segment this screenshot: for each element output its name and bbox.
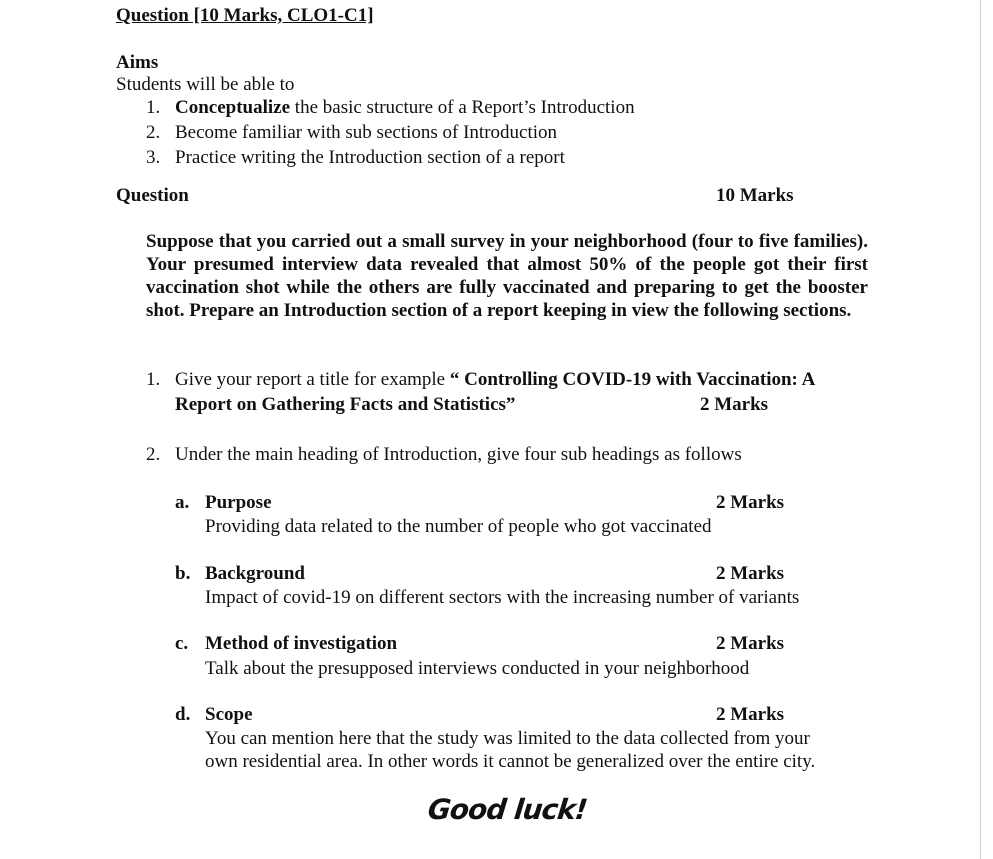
aim-item-text: the basic structure of a Report’s Introduction: [290, 97, 635, 118]
aims-heading: Aims: [116, 52, 159, 73]
aim-item-2: Become familiar with sub sections of Introduction: [175, 122, 558, 143]
task-1-example-title-cont: Report on Gathering Facts and Statistics”: [175, 394, 516, 415]
subsection-letter: b.: [175, 563, 191, 584]
subsection-letter: a.: [175, 492, 190, 513]
subsection-letter: d.: [175, 704, 191, 725]
aim-item-keyword: Conceptualize: [175, 97, 291, 118]
subsection-description: Providing data related to the number of people who got vaccinated: [205, 516, 712, 537]
subsection-marks: 2 Marks: [716, 633, 785, 654]
task-2-text: Under the main heading of Introduction, give four sub headings as follows: [175, 444, 742, 465]
subsection-letter: c.: [175, 633, 189, 654]
subsection-heading-background: Background: [205, 563, 305, 584]
subsection-marks: 2 Marks: [716, 704, 785, 725]
aim-item-number: 2.: [146, 122, 161, 143]
subsection-marks: 2 Marks: [716, 492, 785, 513]
task-1-intro: Give your report a title for example: [175, 369, 446, 390]
subsection-heading-method: Method of investigation: [205, 633, 398, 654]
subsection-heading-purpose: Purpose: [205, 492, 272, 513]
subsection-description: You can mention here that the study was limited to the data collected from your: [205, 728, 810, 749]
task-1-line: [175, 369, 815, 391]
subsection-description: Talk about the presupposed interviews conducted in your neighborhood: [205, 658, 750, 679]
task-1-marks: 2 Marks: [700, 394, 769, 415]
question-label: Question: [116, 185, 189, 206]
aim-item-number: 1.: [146, 97, 161, 118]
aim-item-1: [175, 97, 635, 119]
question-prompt: Suppose that you carried out a small survey in your neighborhood (four to five families). Your presumed interview data revealed that almost 50% of the people got their first vaccination shot while the others are fully vaccinated and preparing to get the booster shot. Prepare an Introduction section of a report keeping in view the following sections.: [146, 231, 868, 321]
subsection-description: Impact of covid-19 on different sectors with the increasing number of variants: [205, 587, 800, 608]
subsection-marks: 2 Marks: [716, 563, 785, 584]
subsection-description-cont: own residential area. In other words it cannot be generalized over the entire city.: [205, 751, 816, 772]
aim-item-3: Practice writing the Introduction section of a report: [175, 147, 565, 168]
question-marks: 10 Marks: [716, 185, 794, 206]
page-edge-divider: [980, 0, 981, 859]
subsection-heading-scope: Scope: [205, 704, 253, 725]
question-title: Question [10 Marks, CLO1-C1]: [116, 5, 374, 26]
aim-item-number: 3.: [146, 147, 161, 168]
task-1-number: 1.: [146, 369, 161, 390]
good-luck-signoff: Good luck!: [426, 793, 589, 826]
aims-intro: Students will be able to: [116, 74, 295, 95]
task-2-number: 2.: [146, 444, 161, 465]
task-1-example-title: “ Controlling COVID-19 with Vaccination: A: [449, 369, 816, 390]
